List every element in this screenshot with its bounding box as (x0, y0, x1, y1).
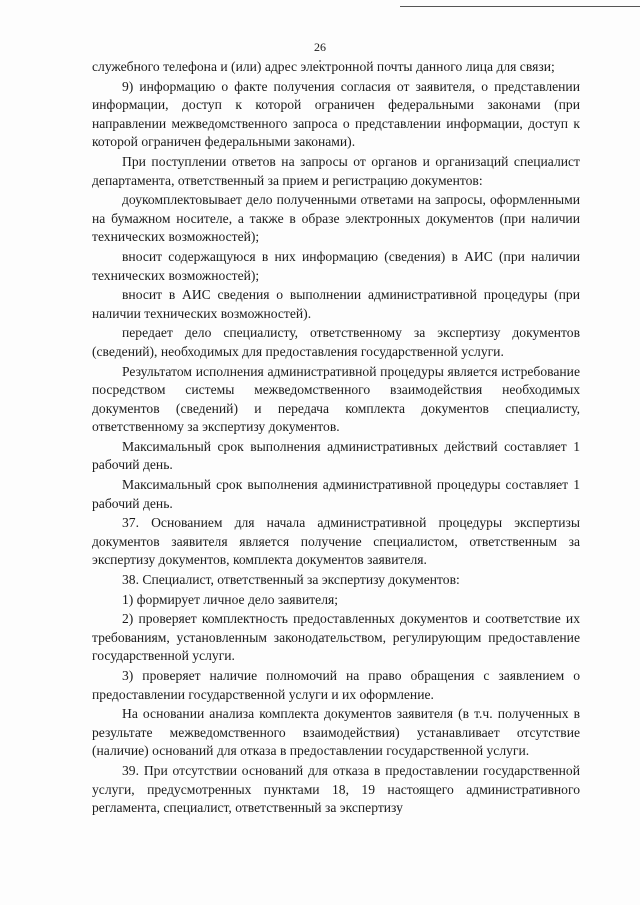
paragraph-analysis: На основании анализа комплекта документов заявителя (в т.ч. полученных в результате межведомственного взаимодействия) устанавливает отсутствие (наличие) оснований для отказа в предоставлении государственной услуги. (92, 706, 580, 759)
paragraph-item-39: 39. При отсутствии оснований для отказа в предоставлении государственной услуги, предусмотренных пунктами 18, 19 настоящего административного регламента, специалист, ответственный за экспертизу (92, 762, 580, 816)
paragraph-item-38-2: 2) проверяет комплектность предоставленных документов и соответствие их требованиям, установленным законодательством, регулирующим предоставление государственной услуги. (92, 611, 580, 664)
paragraph-result: Результатом исполнения административной процедуры является истребование посредством системы межведомственного взаимодействия необходимых документов (сведений) и передача комплекта документов специалисту, ответственному за экспертизу документов. (92, 363, 580, 435)
paragraph-item-9: 9) информацию о факте получения согласия от заявителя, о представлении информации, доступ к которой ограничен федеральными законами (при направлении межведомственного запроса о представлении информации, доступ к которой ограничен федеральными законами). (92, 78, 580, 150)
paragraph-max-term-procedure: Максимальный срок выполнения административной процедуры составляет 1 рабочий день. (92, 477, 580, 511)
paragraph-responses-received: При поступлении ответов на запросы от органов и организаций специалист департамента, ответственный за прием и регистрацию документов: (92, 153, 580, 188)
paragraph-continuation: служебного телефона и (или) адрес электронной почты данного лица для связи; (92, 59, 555, 74)
body-text (92, 58, 580, 819)
paragraph-transfer-file: передает дело специалисту, ответственному за экспертизу документов (сведений), необходимых для предоставления государственной услуги. (92, 325, 580, 359)
page-number: 26 (314, 40, 326, 54)
paragraph-item-37: 37. Основанием для начала административной процедуры экспертизы документов заявителя является получение специалистом, ответственным за экспертизу документов, комплекта документов заявителя. (92, 515, 580, 568)
paragraph-item-38-3: 3) проверяет наличие полномочий на право обращения с заявлением о предоставлении государственной услуги и их оформление. (92, 668, 580, 702)
paragraph-item-38-1: 1) формирует личное дело заявителя; (122, 591, 339, 607)
paragraph-complete-file: доукомплектовывает дело полученными ответами на запросы, оформленными на бумажном носителе, а также в образе электронных документов (при наличии технических возможностей); (92, 192, 580, 245)
paragraph-enter-procedure: вносит в АИС сведения о выполнении административной процедуры (при наличии технических возможностей). (92, 287, 580, 321)
paragraph-enter-info: вносит содержащуюся в них информацию (сведения) в АИС (при наличии технических возможностей); (92, 248, 580, 283)
top-edge-rule (400, 6, 640, 7)
paragraph-max-term-actions: Максимальный срок выполнения административных действий составляет 1 рабочий день. (92, 438, 580, 473)
paragraph-item-38: 38. Специалист, ответственный за экспертизу документов: (122, 572, 460, 588)
